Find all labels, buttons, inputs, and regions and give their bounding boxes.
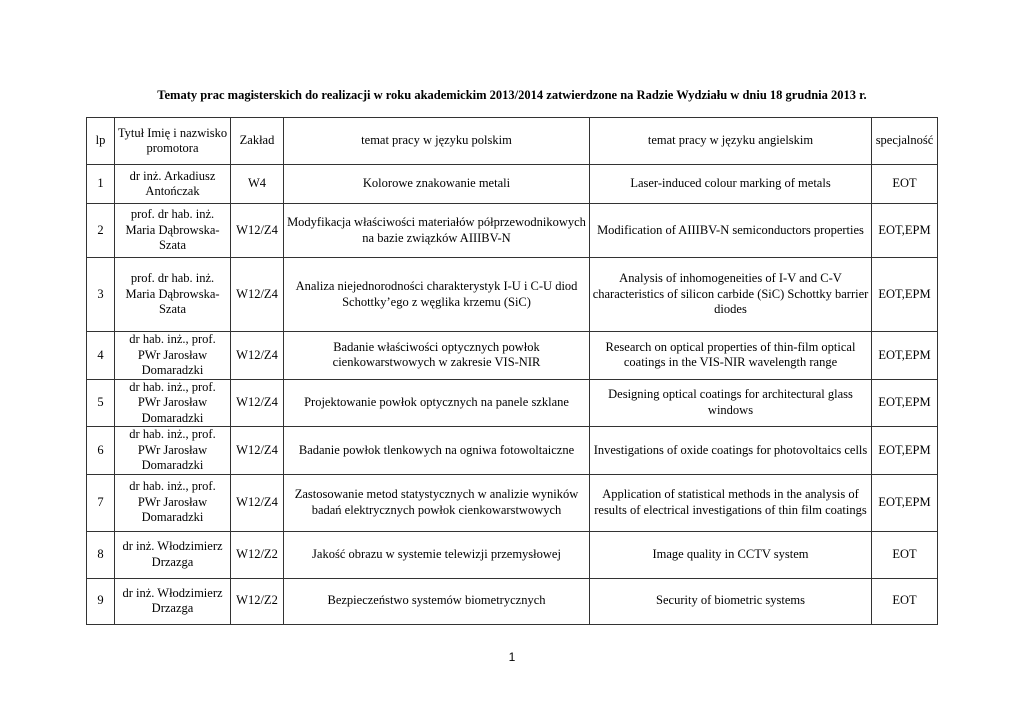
cell-promotor: dr hab. inż., prof. PWr Jarosław Domaradzki <box>115 332 231 380</box>
cell-promotor: dr inż. Włodzimierz Drzazga <box>115 531 231 578</box>
cell-lp: 2 <box>87 204 115 258</box>
cell-lp: 3 <box>87 258 115 332</box>
cell-temat-pl: Analiza niejednorodności charakterystyk I-U i C-U diod Schottky’ego z węglika krzemu (SiC) <box>284 258 590 332</box>
cell-lp: 9 <box>87 578 115 624</box>
header-temat-en: temat pracy w języku angielskim <box>590 118 872 165</box>
cell-zaklad: W12/Z4 <box>231 427 284 475</box>
cell-temat-pl: Zastosowanie metod statystycznych w analizie wyników badań elektrycznych powłok cienkowarstwowych <box>284 474 590 531</box>
cell-specjalnosc: EOT <box>872 165 938 204</box>
cell-zaklad: W12/Z4 <box>231 474 284 531</box>
cell-lp: 4 <box>87 332 115 380</box>
cell-zaklad: W12/Z4 <box>231 379 284 427</box>
cell-lp: 6 <box>87 427 115 475</box>
cell-temat-pl: Bezpieczeństwo systemów biometrycznych <box>284 578 590 624</box>
cell-specjalnosc: EOT,EPM <box>872 474 938 531</box>
cell-promotor: dr hab. inż., prof. PWr Jarosław Domaradzki <box>115 379 231 427</box>
cell-temat-en: Designing optical coatings for architectural glass windows <box>590 379 872 427</box>
cell-zaklad: W12/Z4 <box>231 258 284 332</box>
page-number: 1 <box>508 650 516 664</box>
cell-temat-en: Application of statistical methods in the analysis of results of electrical investigations of thin film coatings <box>590 474 872 531</box>
cell-specjalnosc: EOT,EPM <box>872 427 938 475</box>
table-row <box>87 578 938 624</box>
cell-temat-pl: Modyfikacja właściwości materiałów półprzewodnikowych na bazie związków AIIIBV-N <box>284 204 590 258</box>
cell-temat-en: Laser-induced colour marking of metals <box>590 165 872 204</box>
cell-zaklad: W12/Z2 <box>231 578 284 624</box>
cell-promotor: dr inż. Arkadiusz Antończak <box>115 165 231 204</box>
table-row <box>87 204 938 258</box>
cell-lp: 7 <box>87 474 115 531</box>
cell-zaklad: W12/Z4 <box>231 204 284 258</box>
cell-temat-en: Analysis of inhomogeneities of I-V and C-V characteristics of silicon carbide (SiC) Schottky barrier diodes <box>590 258 872 332</box>
cell-zaklad: W4 <box>231 165 284 204</box>
cell-temat-en: Security of biometric systems <box>590 578 872 624</box>
header-promotor: Tytuł Imię i nazwisko promotora <box>115 118 231 165</box>
cell-zaklad: W12/Z4 <box>231 332 284 380</box>
header-row <box>87 118 938 165</box>
table-row <box>87 165 938 204</box>
cell-promotor: dr inż. Włodzimierz Drzazga <box>115 578 231 624</box>
header-temat-pl: temat pracy w języku polskim <box>284 118 590 165</box>
header-specjalnosc: specjalność <box>872 118 938 165</box>
cell-promotor: prof. dr hab. inż. Maria Dąbrowska-Szata <box>115 204 231 258</box>
cell-specjalnosc: EOT,EPM <box>872 332 938 380</box>
cell-temat-en: Investigations of oxide coatings for photovoltaics cells <box>590 427 872 475</box>
document-title: Tematy prac magisterskich do realizacji w roku akademickim 2013/2014 zatwierdzone na Radzie Wydziału w dniu 18 grudnia 2013 r. <box>157 88 867 102</box>
cell-specjalnosc: EOT,EPM <box>872 379 938 427</box>
cell-promotor: dr hab. inż., prof. PWr Jarosław Domaradzki <box>115 474 231 531</box>
cell-temat-en: Modification of AIIIBV-N semiconductors properties <box>590 204 872 258</box>
cell-temat-pl: Kolorowe znakowanie metali <box>284 165 590 204</box>
table-row <box>87 474 938 531</box>
table-row <box>87 427 938 475</box>
table-row <box>87 258 938 332</box>
header-zaklad: Zakład <box>231 118 284 165</box>
cell-specjalnosc: EOT,EPM <box>872 204 938 258</box>
cell-promotor: dr hab. inż., prof. PWr Jarosław Domaradzki <box>115 427 231 475</box>
cell-specjalnosc: EOT <box>872 531 938 578</box>
cell-lp: 8 <box>87 531 115 578</box>
cell-promotor: prof. dr hab. inż. Maria Dąbrowska-Szata <box>115 258 231 332</box>
table-row <box>87 332 938 380</box>
cell-temat-pl: Badanie powłok tlenkowych na ogniwa fotowoltaiczne <box>284 427 590 475</box>
cell-lp: 1 <box>87 165 115 204</box>
cell-specjalnosc: EOT,EPM <box>872 258 938 332</box>
cell-lp: 5 <box>87 379 115 427</box>
cell-temat-pl: Badanie właściwości optycznych powłok cienkowarstwowych w zakresie VIS-NIR <box>284 332 590 380</box>
header-lp: lp <box>87 118 115 165</box>
cell-temat-en: Research on optical properties of thin-film optical coatings in the VIS-NIR wavelength range <box>590 332 872 380</box>
cell-temat-pl: Jakość obrazu w systemie telewizji przemysłowej <box>284 531 590 578</box>
cell-temat-en: Image quality in CCTV system <box>590 531 872 578</box>
cell-temat-pl: Projektowanie powłok optycznych na panele szklane <box>284 379 590 427</box>
cell-specjalnosc: EOT <box>872 578 938 624</box>
theses-table <box>86 117 938 625</box>
table-row <box>87 531 938 578</box>
table-row <box>87 379 938 427</box>
cell-zaklad: W12/Z2 <box>231 531 284 578</box>
